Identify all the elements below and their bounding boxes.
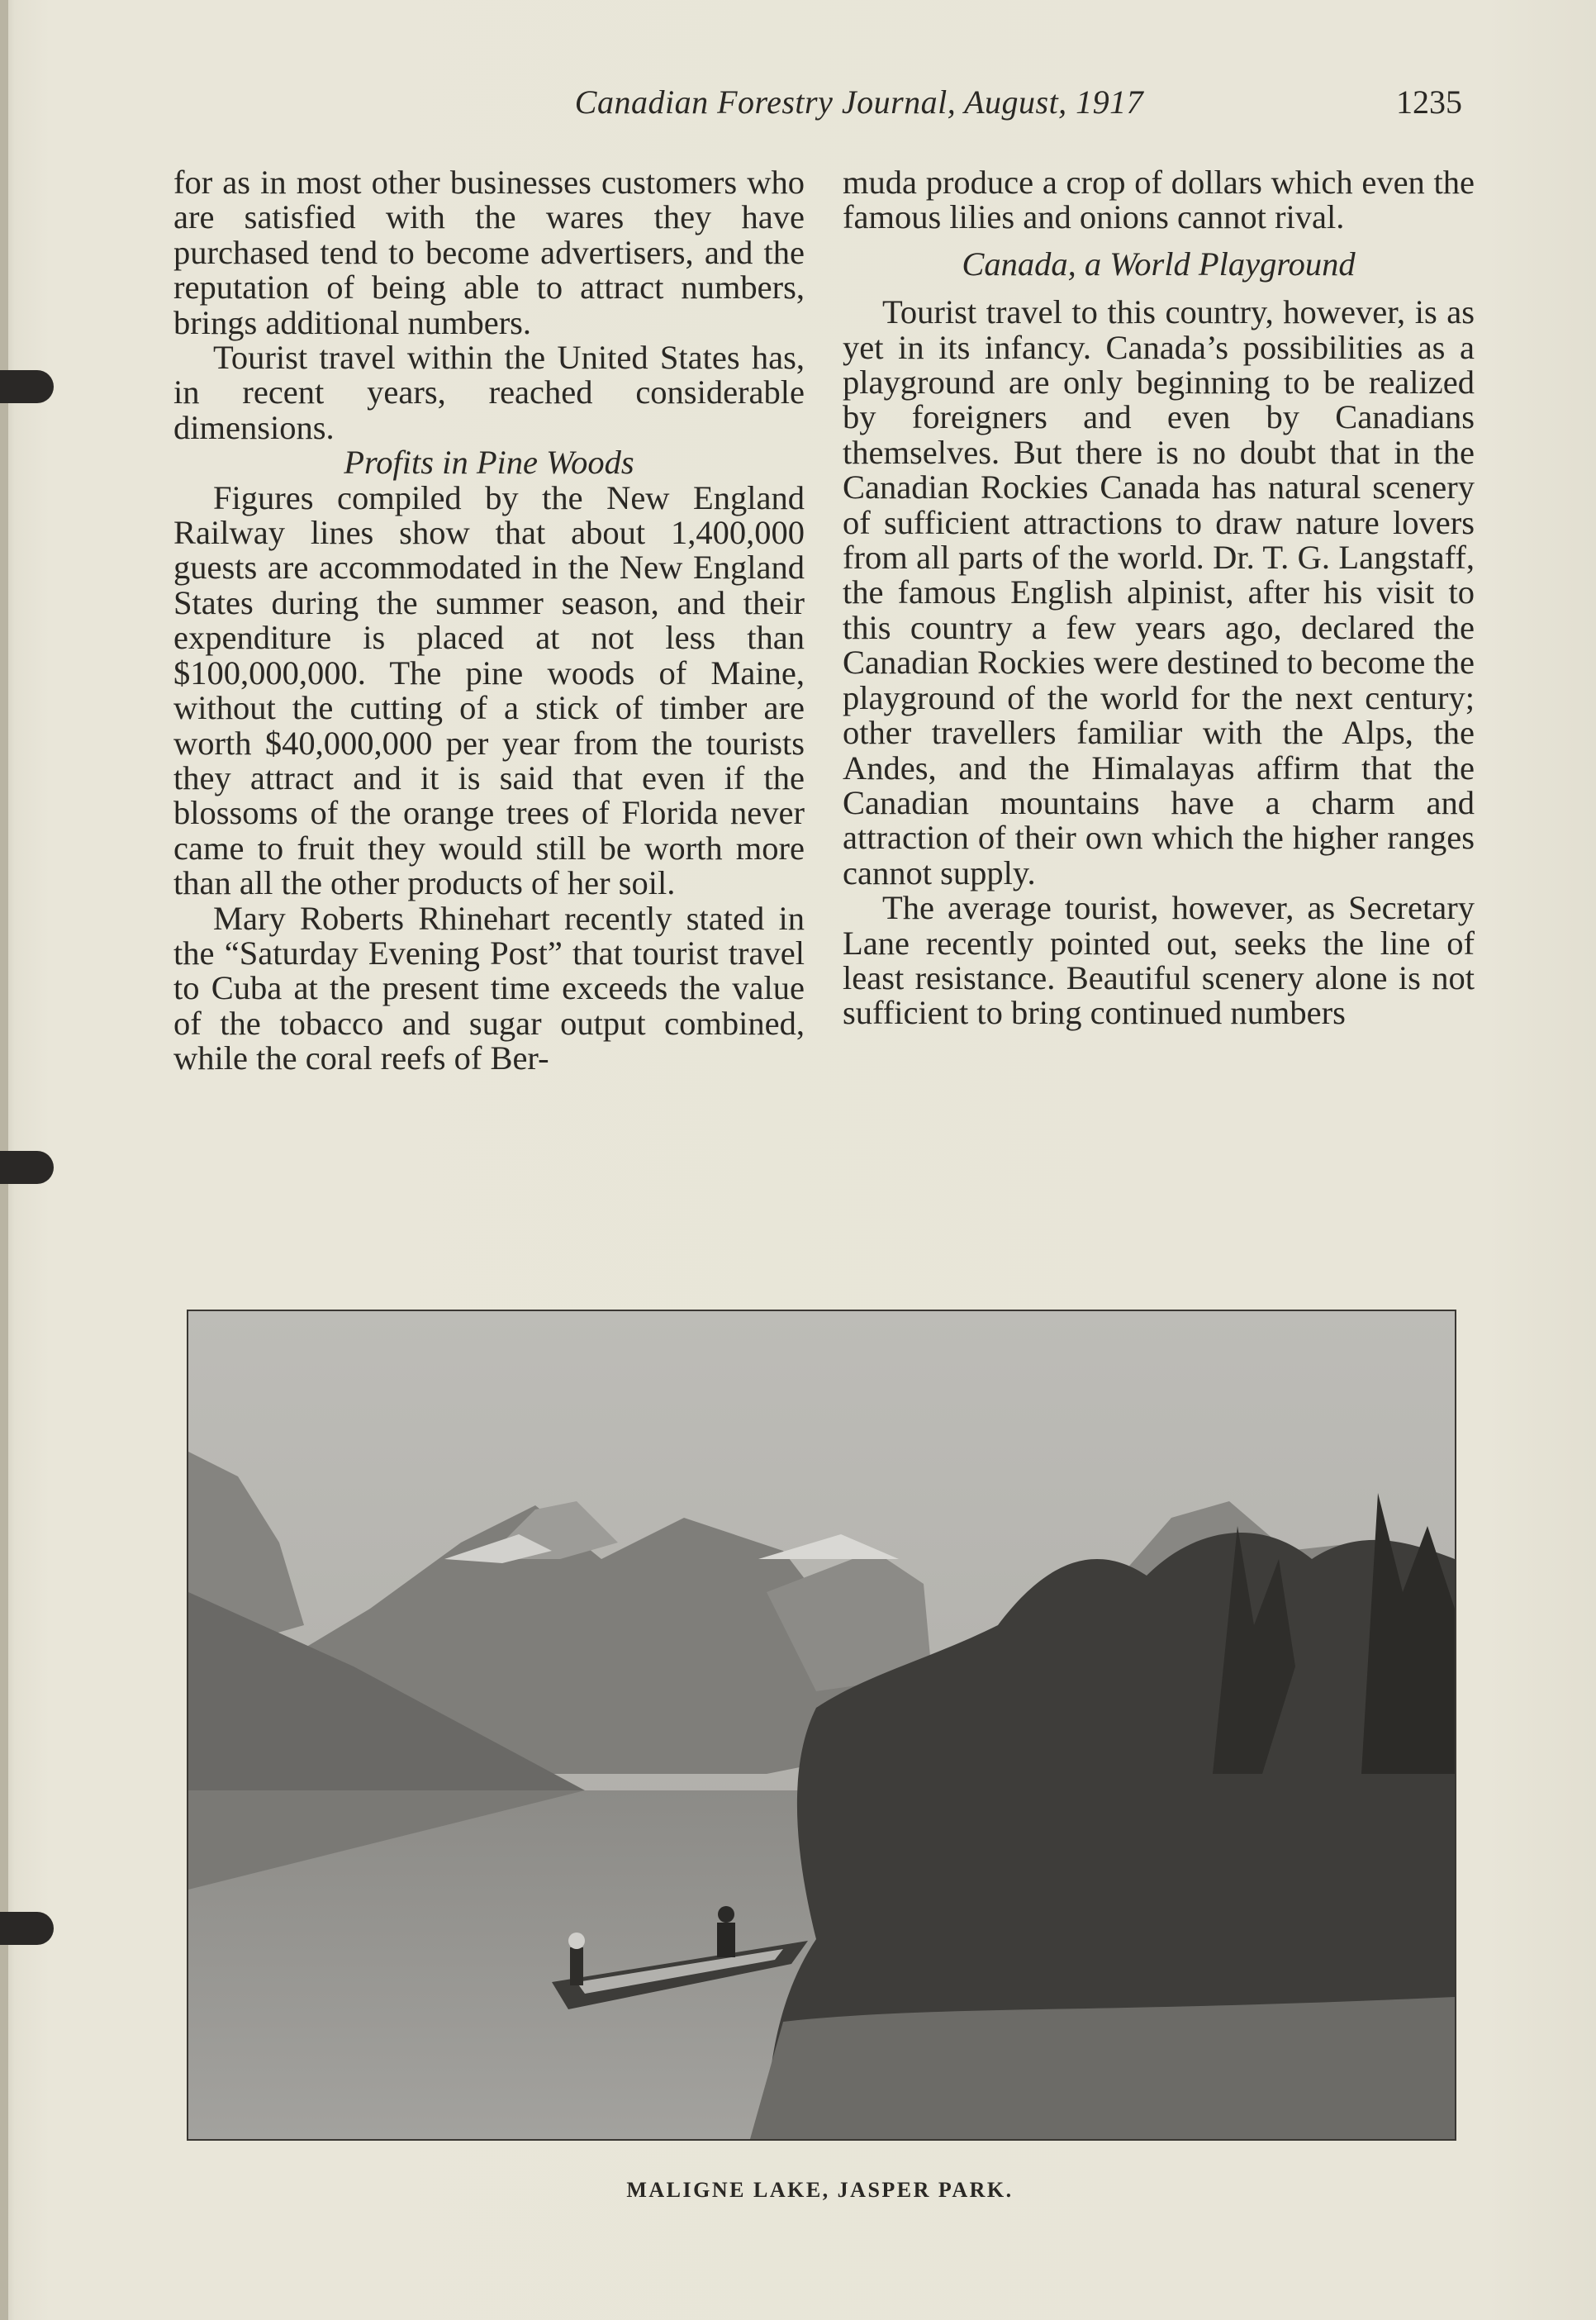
left-subheading: Profits in Pine Woods bbox=[344, 444, 634, 482]
photo-caption: MALIGNE LAKE, JASPER PARK. bbox=[626, 2178, 1014, 2202]
binding-ring-bottom bbox=[0, 1912, 54, 1945]
left-column bbox=[173, 165, 805, 1077]
left-paragraph-1: for as in most other businesses customers who are satisfied with the wares they have purchased tend to become advertisers, and the reputation of being able to attract numbers, brings additional numbers. bbox=[173, 164, 805, 341]
right-paragraph-1: muda produce a crop of dollars which even the famous lilies and onions cannot rival. bbox=[843, 164, 1475, 236]
right-column bbox=[843, 165, 1475, 1031]
page-number: 1235 bbox=[1396, 83, 1462, 121]
lake-photograph-image bbox=[188, 1311, 1455, 2139]
left-paragraph-3: Figures compiled by the New England Railway lines show that about 1,400,000 guests are accommodated in the New England States during the summer season, and their expenditure is placed at not less than $100,000,000. The pine woods of Maine, without the cutting of a stick of timber are worth $40,000,000 per year from the tourists they attract and it is said that even if the blossoms of the orange trees of Florida never came to fruit they would still be worth more than all the other products of her soil. bbox=[173, 478, 805, 902]
right-paragraph-2: Tourist travel to this country, however, is as yet in its infancy. Canada’s possibilities as a playground are only beginning to be realized by foreigners and even by Canadians themselves. But there is no doubt that in the Canadian Rockies Canada has natural scenery of sufficient attractions to draw nature lovers from all parts of the world. Dr. T. G. Langstaff, the famous English alpinist, after his visit to this country a few years ago, declared the Canadian Rockies were destined to become the playground of the world for the next century; other travellers familiar with the Alps, the Andes, and the Himalayas affirm that the Canadian mountains have a charm and attraction of their own which the higher ranges cannot supply. bbox=[843, 293, 1475, 891]
binding-ring-middle bbox=[0, 1151, 54, 1184]
lake-photograph bbox=[187, 1310, 1456, 2141]
binding-ring-top bbox=[0, 370, 54, 403]
running-title: Canadian Forestry Journal, August, 1917 bbox=[574, 83, 1144, 121]
right-subheading: Canada, a World Playground bbox=[962, 245, 1356, 283]
right-paragraph-3: The average tourist, however, as Secretary Lane recently pointed out, seeks the line of least resistance. Beautiful scenery alone is not sufficient to bring continued numbers bbox=[843, 889, 1475, 1032]
left-paragraph-2: Tourist travel within the United States has, in recent years, reached considerable dimensions. bbox=[173, 339, 805, 446]
left-paragraph-4: Mary Roberts Rhinehart recently stated in the “Saturday Evening Post” that tourist travel to Cuba at the present time exceeds the value of the tobacco and sugar output combined, while the coral reefs of Ber- bbox=[173, 899, 805, 1077]
